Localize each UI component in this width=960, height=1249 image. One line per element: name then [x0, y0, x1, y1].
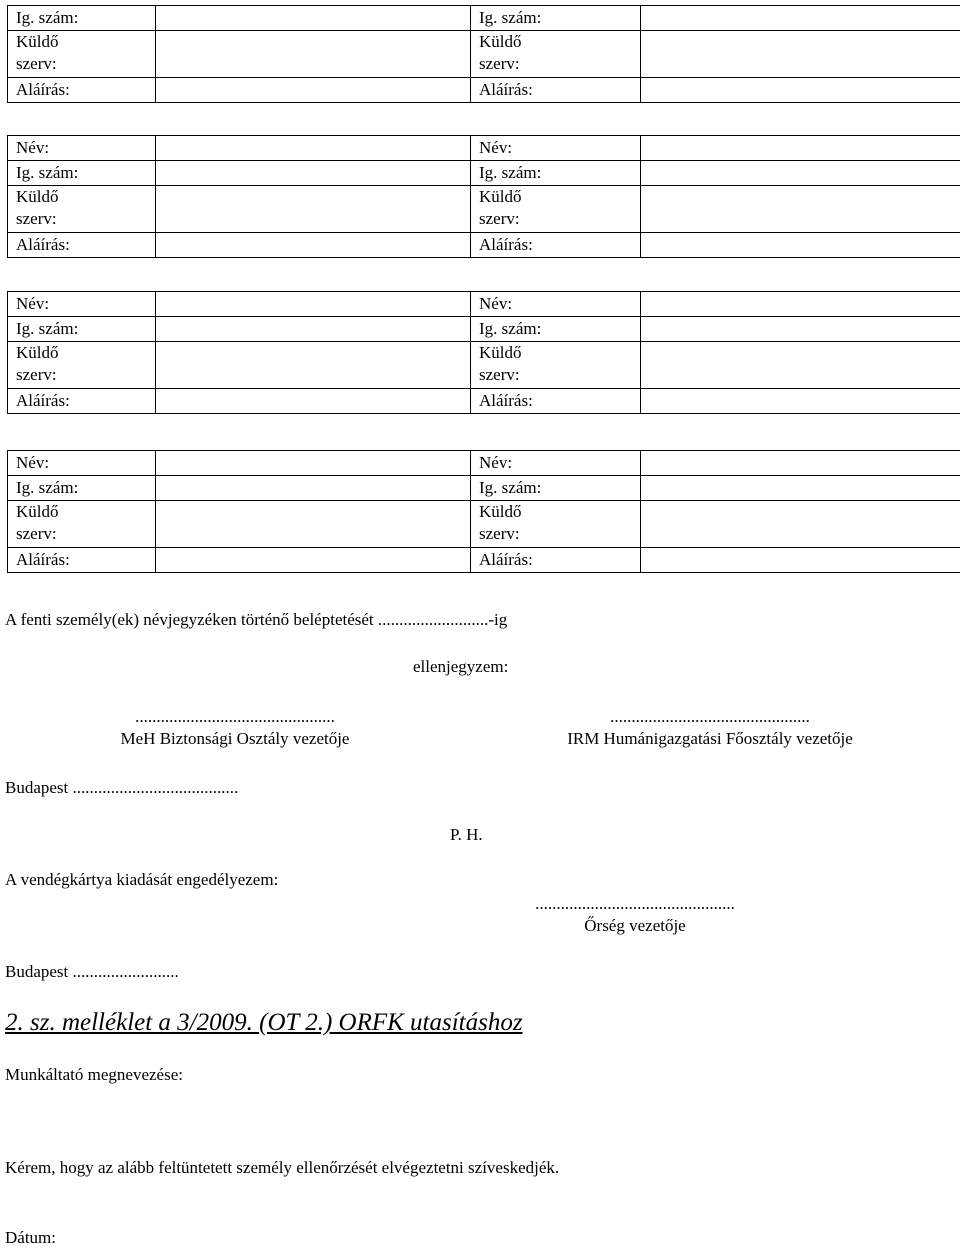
alairas-field[interactable] [641, 233, 960, 258]
nev-label: Név: [471, 451, 641, 476]
nev-field[interactable] [156, 136, 471, 161]
alairas-label: Aláírás: [8, 389, 156, 414]
nev-field[interactable] [156, 292, 471, 317]
orseg-signatory-title: Őrség vezetője [470, 915, 800, 937]
ig-szam-label: Ig. szám: [8, 161, 156, 186]
ig-szam-field[interactable] [641, 476, 960, 501]
kuldo-szerv-field[interactable] [641, 186, 960, 233]
kuldo-szerv-field[interactable] [156, 31, 471, 78]
visitor-block-1 [7, 5, 960, 103]
beleptetes-text: A fenti személy(ek) névjegyzéken történő beléptetését ..........................-ig [5, 609, 507, 631]
alairas-label: Aláírás: [8, 78, 156, 103]
budapest-date-2: Budapest ......................... [5, 961, 179, 983]
alairas-field[interactable] [641, 389, 960, 414]
ig-szam-field[interactable] [156, 476, 471, 501]
ig-szam-field[interactable] [641, 317, 960, 342]
ig-szam-label: Ig. szám: [8, 317, 156, 342]
irm-signature-line: ............................................... [530, 706, 890, 728]
ig-szam-label: Ig. szám: [8, 6, 156, 31]
ig-szam-label: Ig. szám: [471, 6, 641, 31]
nev-field[interactable] [641, 292, 960, 317]
munkaltato-label: Munkáltató megnevezése: [5, 1064, 183, 1086]
kuldo-szerv-label: Küldő szerv: [471, 501, 641, 548]
alairas-label: Aláírás: [8, 548, 156, 573]
visitor-block-3 [7, 291, 960, 414]
kuldo-szerv-field[interactable] [156, 186, 471, 233]
attachment-heading: 2. sz. melléklet a 3/2009. (OT 2.) ORFK utasításhoz [5, 1008, 523, 1038]
alairas-label: Aláírás: [471, 389, 641, 414]
kuldo-szerv-field[interactable] [156, 501, 471, 548]
nev-label: Név: [8, 451, 156, 476]
alairas-field[interactable] [641, 548, 960, 573]
kuldo-szerv-label: Küldő szerv: [471, 31, 641, 78]
nev-label: Név: [471, 292, 641, 317]
ig-szam-field[interactable] [641, 6, 960, 31]
kuldo-szerv-label: Küldő szerv: [8, 186, 156, 233]
request-text: Kérem, hogy az alább feltüntetett személy ellenőrzését elvégeztetni szíveskedjék. [5, 1157, 559, 1179]
kuldo-szerv-label: Küldő szerv: [8, 501, 156, 548]
alairas-field[interactable] [641, 78, 960, 103]
kuldo-szerv-field[interactable] [641, 342, 960, 389]
kuldo-szerv-field[interactable] [156, 342, 471, 389]
nev-field[interactable] [156, 451, 471, 476]
kuldo-szerv-field[interactable] [641, 31, 960, 78]
alairas-field[interactable] [156, 78, 471, 103]
meh-signature-line: ............................................... [70, 706, 400, 728]
ig-szam-label: Ig. szám: [471, 161, 641, 186]
nev-field[interactable] [641, 136, 960, 161]
nev-label: Név: [471, 136, 641, 161]
ig-szam-label: Ig. szám: [8, 476, 156, 501]
nev-label: Név: [8, 292, 156, 317]
alairas-field[interactable] [156, 233, 471, 258]
alairas-label: Aláírás: [8, 233, 156, 258]
ig-szam-field[interactable] [156, 317, 471, 342]
ig-szam-label: Ig. szám: [471, 317, 641, 342]
ph-stamp-label: P. H. [450, 824, 483, 846]
kuldo-szerv-label: Küldő szerv: [8, 31, 156, 78]
alairas-field[interactable] [156, 389, 471, 414]
meh-signatory-title: MeH Biztonsági Osztály vezetője [70, 728, 400, 750]
alairas-label: Aláírás: [471, 233, 641, 258]
ellenjegyzem-label: ellenjegyzem: [413, 656, 508, 678]
ig-szam-field[interactable] [156, 6, 471, 31]
alairas-field[interactable] [156, 548, 471, 573]
kuldo-szerv-field[interactable] [641, 501, 960, 548]
kuldo-szerv-label: Küldő szerv: [8, 342, 156, 389]
kuldo-szerv-label: Küldő szerv: [471, 342, 641, 389]
visitor-block-4 [7, 450, 960, 573]
datum-label: Dátum: [5, 1227, 56, 1249]
alairas-label: Aláírás: [471, 548, 641, 573]
budapest-date-1: Budapest ....................................... [5, 777, 238, 799]
irm-signatory-title: IRM Humánigazgatási Főosztály vezetője [530, 728, 890, 750]
ig-szam-field[interactable] [641, 161, 960, 186]
ig-szam-label: Ig. szám: [471, 476, 641, 501]
vendegkartya-text: A vendégkártya kiadását engedélyezem: [5, 869, 278, 891]
ig-szam-field[interactable] [156, 161, 471, 186]
alairas-label: Aláírás: [471, 78, 641, 103]
kuldo-szerv-label: Küldő szerv: [471, 186, 641, 233]
nev-field[interactable] [641, 451, 960, 476]
visitor-block-2 [7, 135, 960, 258]
orseg-signature-line: ............................................... [470, 893, 800, 915]
nev-label: Név: [8, 136, 156, 161]
